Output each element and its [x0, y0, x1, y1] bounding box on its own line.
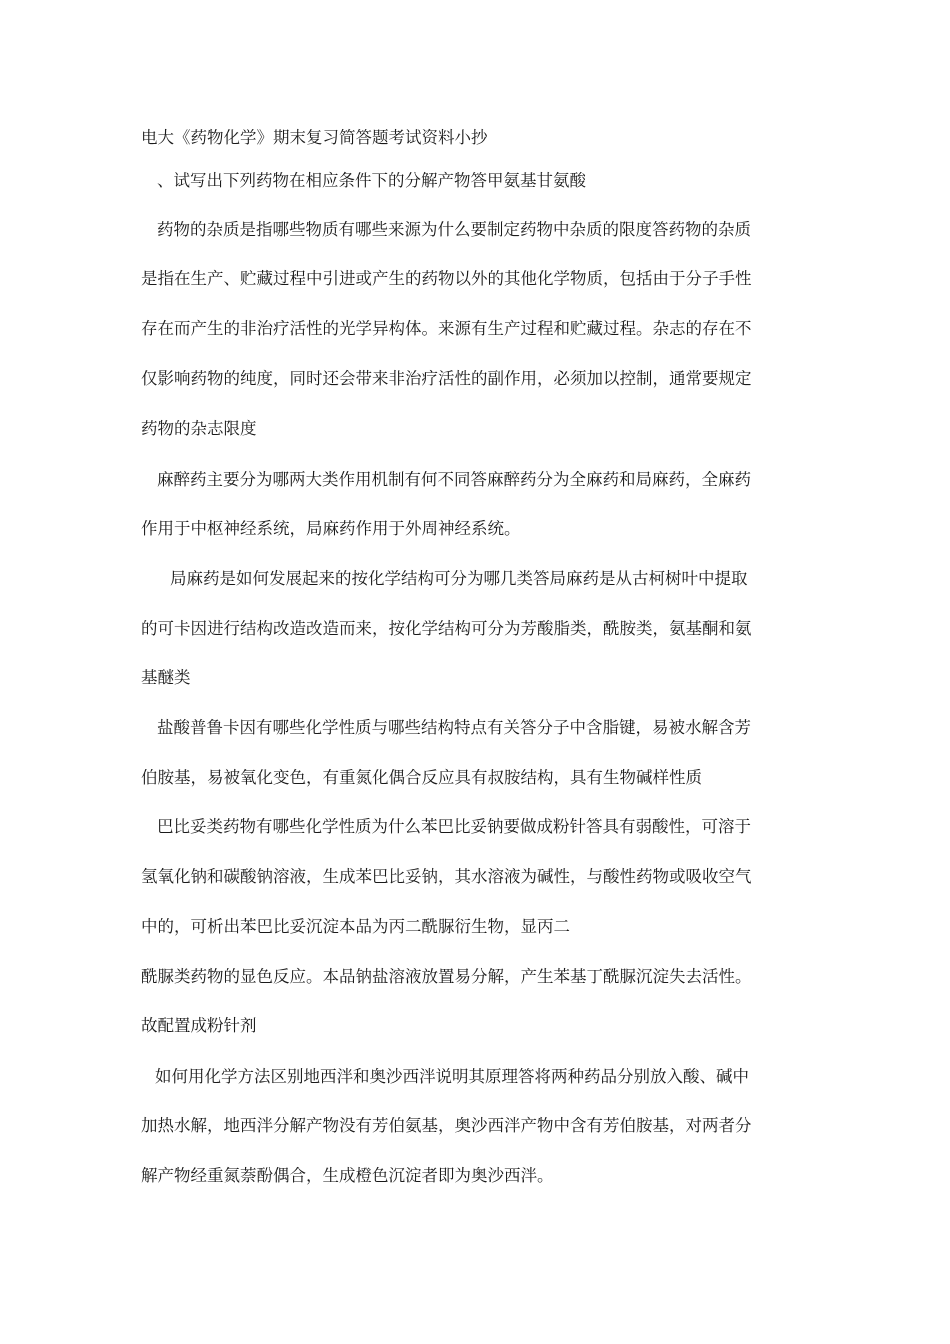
text-line: 故配置成粉针剂	[141, 1016, 257, 1035]
text-line: 中的，可析出苯巴比妥沉淀本品为丙二酰脲衍生物，显丙二	[141, 917, 570, 936]
text-line: 盐酸普鲁卡因有哪些化学性质与哪些结构特点有关答分子中含脂键，易被水解含芳	[157, 718, 751, 737]
text-line: 氢氧化钠和碳酸钠溶液，生成苯巴比妥钠，其水溶液为碱性，与酸性药物或吸收空气	[141, 867, 752, 886]
text-line: 酰脲类药物的显色反应。本品钠盐溶液放置易分解，产生苯基丁酰脲沉淀失去活性。	[141, 967, 752, 986]
text-line: 是指在生产、贮藏过程中引进或产生的药物以外的其他化学物质，包括由于分子手性	[141, 269, 752, 288]
text-line: 基醚类	[141, 668, 191, 687]
text-line: 药物的杂志限度	[141, 419, 257, 438]
text-line: 伯胺基，易被氧化变色，有重氮化偶合反应具有叔胺结构，具有生物碱样性质	[141, 768, 702, 787]
text-line: 仅影响药物的纯度，同时还会带来非治疗活性的副作用，必须加以控制，通常要规定	[141, 369, 752, 388]
text-line: 解产物经重氮萘酚偶合，生成橙色沉淀者即为奥沙西泮。	[141, 1166, 554, 1185]
document-title: 电大《药物化学》期末复习简答题考试资料小抄	[141, 128, 488, 147]
text-line: 如何用化学方法区别地西泮和奥沙西泮说明其原理答将两种药品分别放入酸、碱中	[155, 1067, 749, 1086]
text-line: 存在而产生的非治疗活性的光学异构体。来源有生产过程和贮藏过程。杂志的存在不	[141, 319, 752, 338]
text-line: 作用于中枢神经系统，局麻药作用于外周神经系统。	[141, 519, 521, 538]
text-line: 局麻药是如何发展起来的按化学结构可分为哪几类答局麻药是从古柯树叶中提取	[170, 569, 748, 588]
text-line: 的可卡因进行结构改造改造而来，按化学结构可分为芳酸脂类，酰胺类，氨基酮和氨	[141, 619, 752, 638]
text-line: 麻醉药主要分为哪两大类作用机制有何不同答麻醉药分为全麻药和局麻药，全麻药	[157, 470, 751, 489]
text-line: 药物的杂质是指哪些物质有哪些来源为什么要制定药物中杂质的限度答药物的杂质	[157, 220, 751, 239]
text-line: 、试写出下列药物在相应条件下的分解产物答甲氨基甘氨酸	[157, 171, 586, 190]
text-line: 巴比妥类药物有哪些化学性质为什么苯巴比妥钠要做成粉针答具有弱酸性，可溶于	[157, 817, 751, 836]
text-line: 加热水解，地西泮分解产物没有芳伯氨基，奥沙西泮产物中含有芳伯胺基，对两者分	[141, 1116, 752, 1135]
